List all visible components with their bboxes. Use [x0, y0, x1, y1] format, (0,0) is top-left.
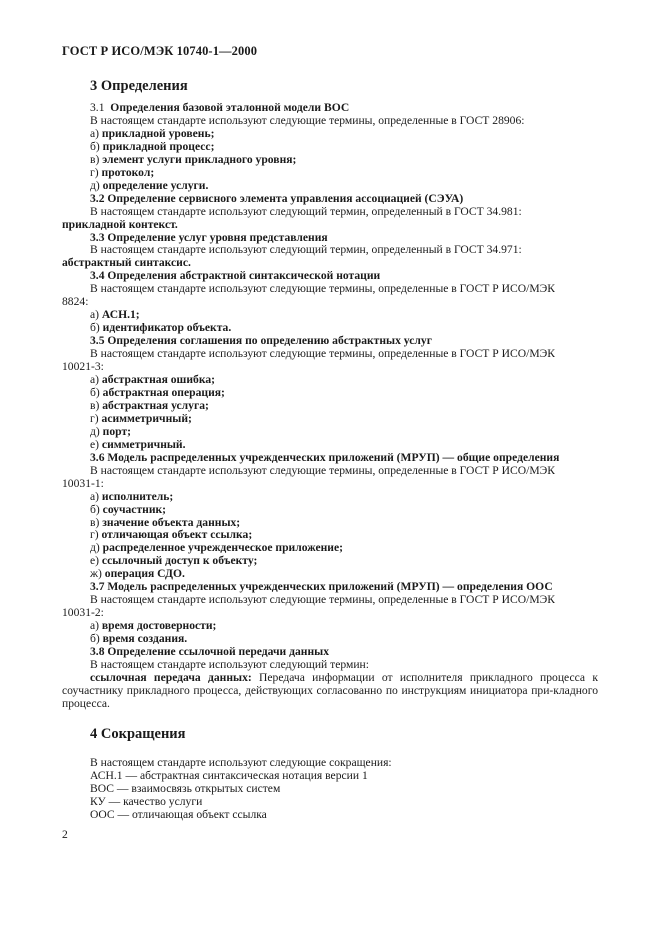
- definition-text: Передача информации от исполнителя прикладного процесса к соучастнику прикладного процесса, действующих согласованно по инструкциям инициатора при-кладного процесса.: [62, 670, 598, 710]
- list-marker: д): [90, 541, 100, 555]
- list-marker: ж): [90, 567, 102, 581]
- section-3-heading: 3 Определения: [90, 78, 188, 94]
- list-term: АСН.1;: [101, 308, 140, 322]
- subsection-3-8-intro: В настоящем стандарте используют следующий термин:: [90, 657, 369, 671]
- list-marker: б): [90, 385, 100, 399]
- subsection-3-4-intro-cont: 8824:: [62, 295, 89, 309]
- subsection-3-8-definition: [62, 672, 598, 711]
- subsection-3-4-list: [62, 309, 598, 335]
- list-term: исполнитель;: [101, 489, 174, 503]
- list-marker: е): [90, 437, 100, 451]
- list-marker: а): [90, 373, 100, 387]
- list-term: элемент услуги прикладного уровня;: [102, 152, 297, 166]
- list-marker: в): [90, 152, 100, 166]
- list-term: порт;: [102, 424, 131, 438]
- list-term: асимметричный;: [101, 411, 192, 425]
- subsection-3-3-intro: В настоящем стандарте используют следующий термин, определенный в ГОСТ 34.971:: [90, 243, 522, 257]
- section-4-heading: 4 Сокращения: [90, 726, 186, 742]
- list-marker: а): [90, 308, 100, 322]
- list-term: ссылочный доступ к объекту;: [101, 554, 258, 568]
- subsection-3-1-intro: В настоящем стандарте используют следующие термины, определенные в ГОСТ 28906:: [90, 113, 525, 127]
- subsection-3-7-heading: 3.7 Модель распределенных учрежденческих приложений (МРУП) — определения ООС: [90, 580, 553, 594]
- subsection-3-1-heading: 3.1 Определения базовой эталонной модели ВОС: [90, 101, 350, 114]
- section-3-body: [62, 102, 598, 711]
- section-4-body: [62, 757, 598, 822]
- list-term: абстрактная ошибка;: [101, 373, 215, 387]
- list-marker: б): [90, 321, 100, 335]
- list-item: [62, 413, 598, 426]
- list-marker: в): [90, 515, 100, 529]
- list-term: симметричный.: [101, 437, 186, 451]
- subsection-3-4-intro: В настоящем стандарте используют следующие термины, определенные в ГОСТ Р ИСО/МЭК: [90, 282, 556, 296]
- list-marker: б): [90, 139, 100, 153]
- list-term: прикладной уровень;: [101, 126, 215, 140]
- document-header: ГОСТ Р ИСО/МЭК 10740-1—2000: [62, 44, 258, 58]
- list-marker: а): [90, 126, 100, 140]
- list-item: [62, 180, 598, 193]
- subsection-3-1-list: [62, 128, 598, 193]
- list-term: соучастник;: [102, 502, 167, 516]
- list-marker: б): [90, 502, 100, 516]
- subsection-3-7-intro-cont: 10031-2:: [62, 606, 104, 620]
- list-term: абстрактная услуга;: [102, 398, 209, 412]
- list-term: операция СДО.: [104, 567, 185, 581]
- list-marker: д): [90, 424, 100, 438]
- list-marker: в): [90, 398, 100, 412]
- subsection-3-5-list: [62, 374, 598, 452]
- subsection-3-6-intro: В настоящем стандарте используют следующие термины, определенные в ГОСТ Р ИСО/МЭК: [90, 463, 556, 477]
- abbreviation-item: ООС — отличающая объект ссылка: [90, 807, 267, 821]
- subsection-3-4-heading: 3.4 Определения абстрактной синтаксической нотации: [90, 269, 381, 283]
- definition-term: ссылочная передача данных:: [90, 670, 252, 684]
- subsection-3-5-intro-cont: 10021-3:: [62, 360, 104, 374]
- list-term: значение объекта данных;: [102, 515, 241, 529]
- list-marker: д): [90, 178, 100, 192]
- subsection-3-5-intro: В настоящем стандарте используют следующие термины, определенные в ГОСТ Р ИСО/МЭК: [90, 347, 556, 361]
- list-marker: г): [90, 528, 99, 542]
- subsection-3-6-intro-cont: 10031-1:: [62, 476, 104, 490]
- list-term: определение услуги.: [102, 178, 209, 192]
- subsection-3-6-heading: 3.6 Модель распределенных учрежденческих приложений (МРУП) — общие определения: [90, 450, 560, 464]
- subsection-3-8-heading: 3.8 Определение ссылочной передачи данных: [90, 645, 329, 659]
- list-term: абстрактная операция;: [102, 385, 225, 399]
- list-marker: б): [90, 632, 100, 646]
- list-marker: г): [90, 165, 99, 179]
- subsection-3-7-list: [62, 620, 598, 646]
- list-term: идентификатор объекта.: [102, 321, 232, 335]
- list-term: время достоверности;: [101, 619, 217, 633]
- list-marker: г): [90, 411, 99, 425]
- list-term: распределенное учрежденческое приложение;: [102, 541, 343, 555]
- abbreviation-item: АСН.1 — абстрактная синтаксическая нотация версии 1: [90, 768, 368, 782]
- list-item: [62, 439, 598, 452]
- subsection-3-5-heading: 3.5 Определения соглашения по определению абстрактных услуг: [90, 334, 432, 348]
- list-term: время создания.: [102, 632, 188, 646]
- abbreviation-item: КУ — качество услуги: [90, 794, 203, 808]
- subsection-3-7-intro: В настоящем стандарте используют следующие термины, определенные в ГОСТ Р ИСО/МЭК: [90, 593, 556, 607]
- subsection-3-3-heading: 3.3 Определение услуг уровня представления: [90, 230, 328, 244]
- subsection-3-2-heading: 3.2 Определение сервисного элемента управления ассоциацией (СЭУА): [90, 191, 464, 205]
- list-term: прикладной процесс;: [102, 139, 215, 153]
- section-4-intro: В настоящем стандарте используют следующие сокращения:: [90, 756, 392, 769]
- subsection-3-2-intro: В настоящем стандарте используют следующий термин, определенный в ГОСТ 34.981:: [90, 204, 522, 218]
- list-term: отличающая объект ссылка;: [101, 528, 253, 542]
- abbreviation-item: ВОС — взаимосвязь открытых систем: [90, 781, 281, 795]
- subsection-3-3-term: абстрактный синтаксис.: [62, 256, 191, 270]
- list-marker: а): [90, 489, 100, 503]
- list-marker: а): [90, 619, 100, 633]
- subsection-3-6-list: [62, 491, 598, 582]
- subsection-3-2-term: прикладной контекст.: [62, 217, 178, 231]
- list-term: протокол;: [101, 165, 155, 179]
- list-marker: е): [90, 554, 100, 568]
- page-number: 2: [62, 828, 68, 841]
